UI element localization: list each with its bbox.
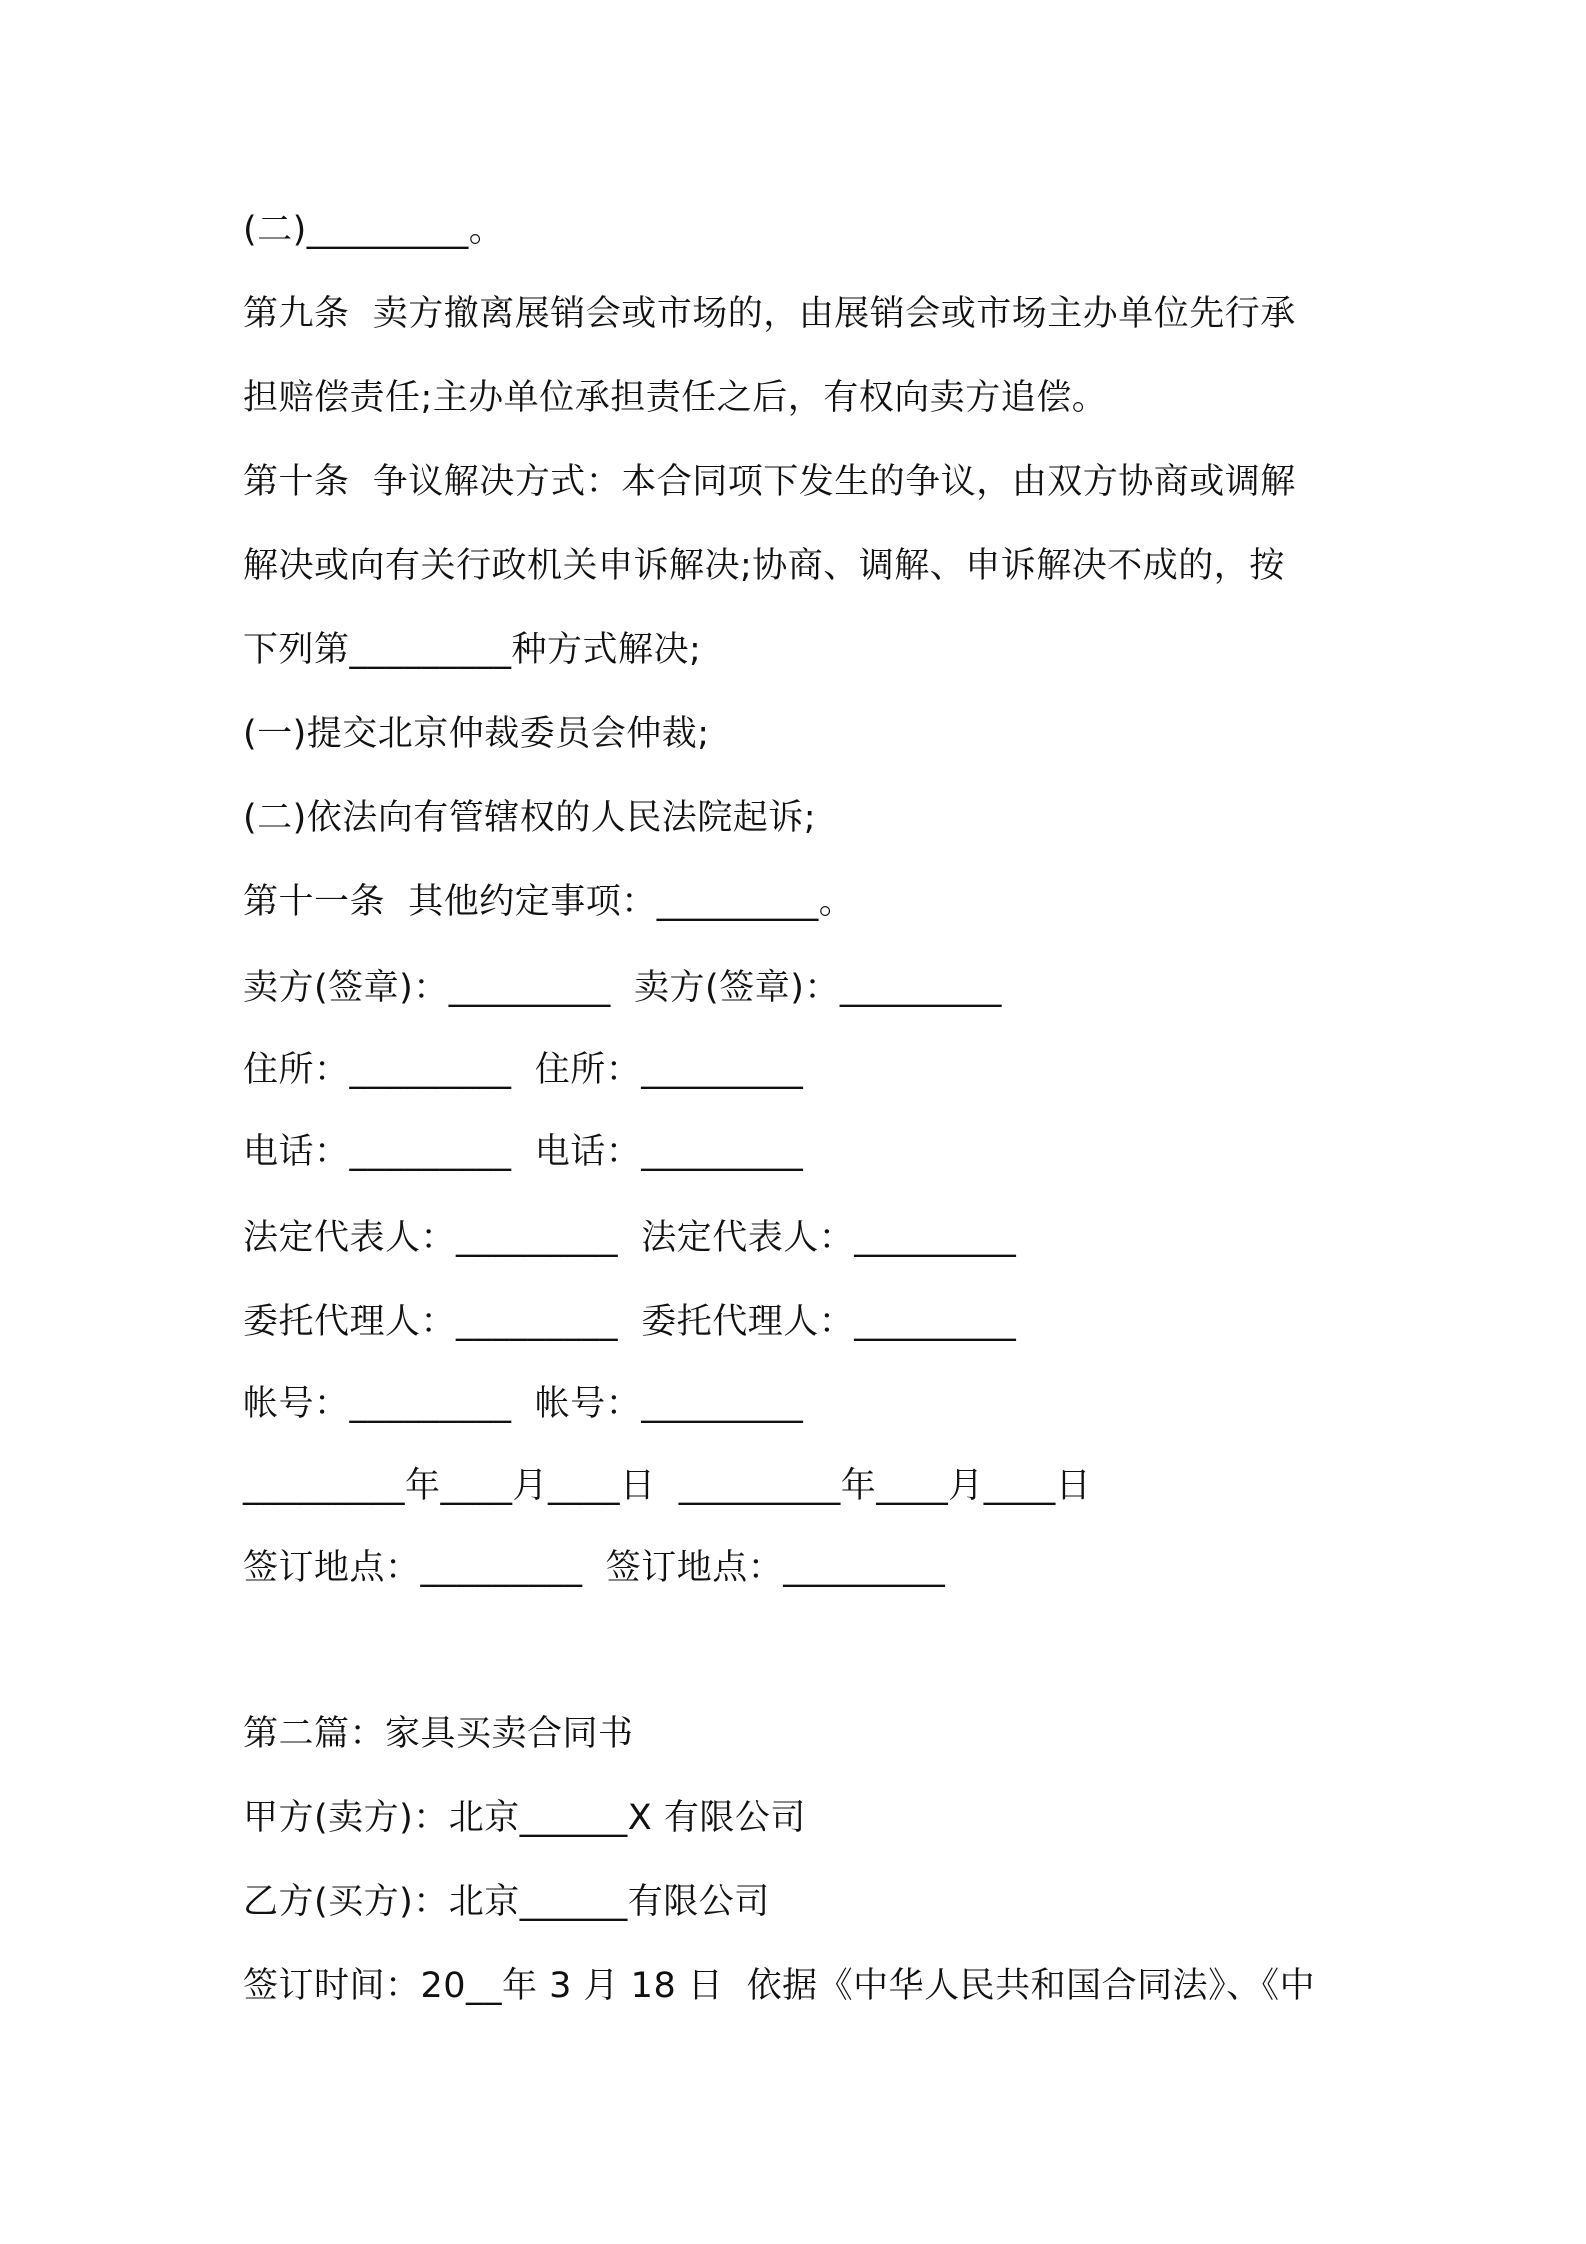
date-row: _________年____月____日 _________年____月____日 (243, 1466, 1092, 1506)
signing-time-line: 签订时间：20__年 3 月 18 日 依据《中华人民共和国合同法》、《中 (243, 1966, 1316, 2006)
seller-signature-row: 卖方(签章)：_________ 卖方(签章)：_________ (243, 968, 1002, 1008)
party-b-line: 乙方(买方)：北京______有限公司 (243, 1882, 770, 1922)
clause-10-option-1: (一)提交北京仲裁委员会仲裁; (243, 714, 710, 754)
clause-10-line-2: 解决或向有关行政机关申诉解决;协商、调解、申诉解决不成的，按 (243, 546, 1285, 586)
clause-10-line-1: 第十条 争议解决方式：本合同项下发生的争议，由双方协商或调解 (243, 462, 1296, 502)
legal-representative-row: 法定代表人：_________ 法定代表人：_________ (243, 1218, 1017, 1258)
clause-9-line-1: 第九条 卖方撤离展销会或市场的，由展销会或市场主办单位先行承 (243, 294, 1296, 334)
address-row: 住所：_________ 住所：_________ (243, 1050, 804, 1090)
clause-10-option-2: (二)依法向有管辖权的人民法院起诉; (243, 798, 817, 838)
clause-8-item-2: (二)_________。 (243, 210, 505, 250)
signing-place-row: 签订地点：_________ 签订地点：_________ (243, 1548, 946, 1588)
clause-9-line-2: 担赔偿责任;主办单位承担责任之后，有权向卖方追偿。 (243, 378, 1108, 418)
party-a-line: 甲方(卖方)：北京______X 有限公司 (243, 1798, 806, 1838)
clause-11: 第十一条 其他约定事项：_________。 (243, 882, 855, 922)
part-two-title: 第二篇：家具买卖合同书 (243, 1714, 634, 1754)
phone-row: 电话：_________ 电话：_________ (243, 1132, 804, 1172)
clause-10-line-3: 下列第_________种方式解决; (243, 630, 702, 670)
account-row: 帐号：_________ 帐号：_________ (243, 1384, 804, 1424)
agent-row: 委托代理人：_________ 委托代理人：_________ (243, 1302, 1017, 1342)
